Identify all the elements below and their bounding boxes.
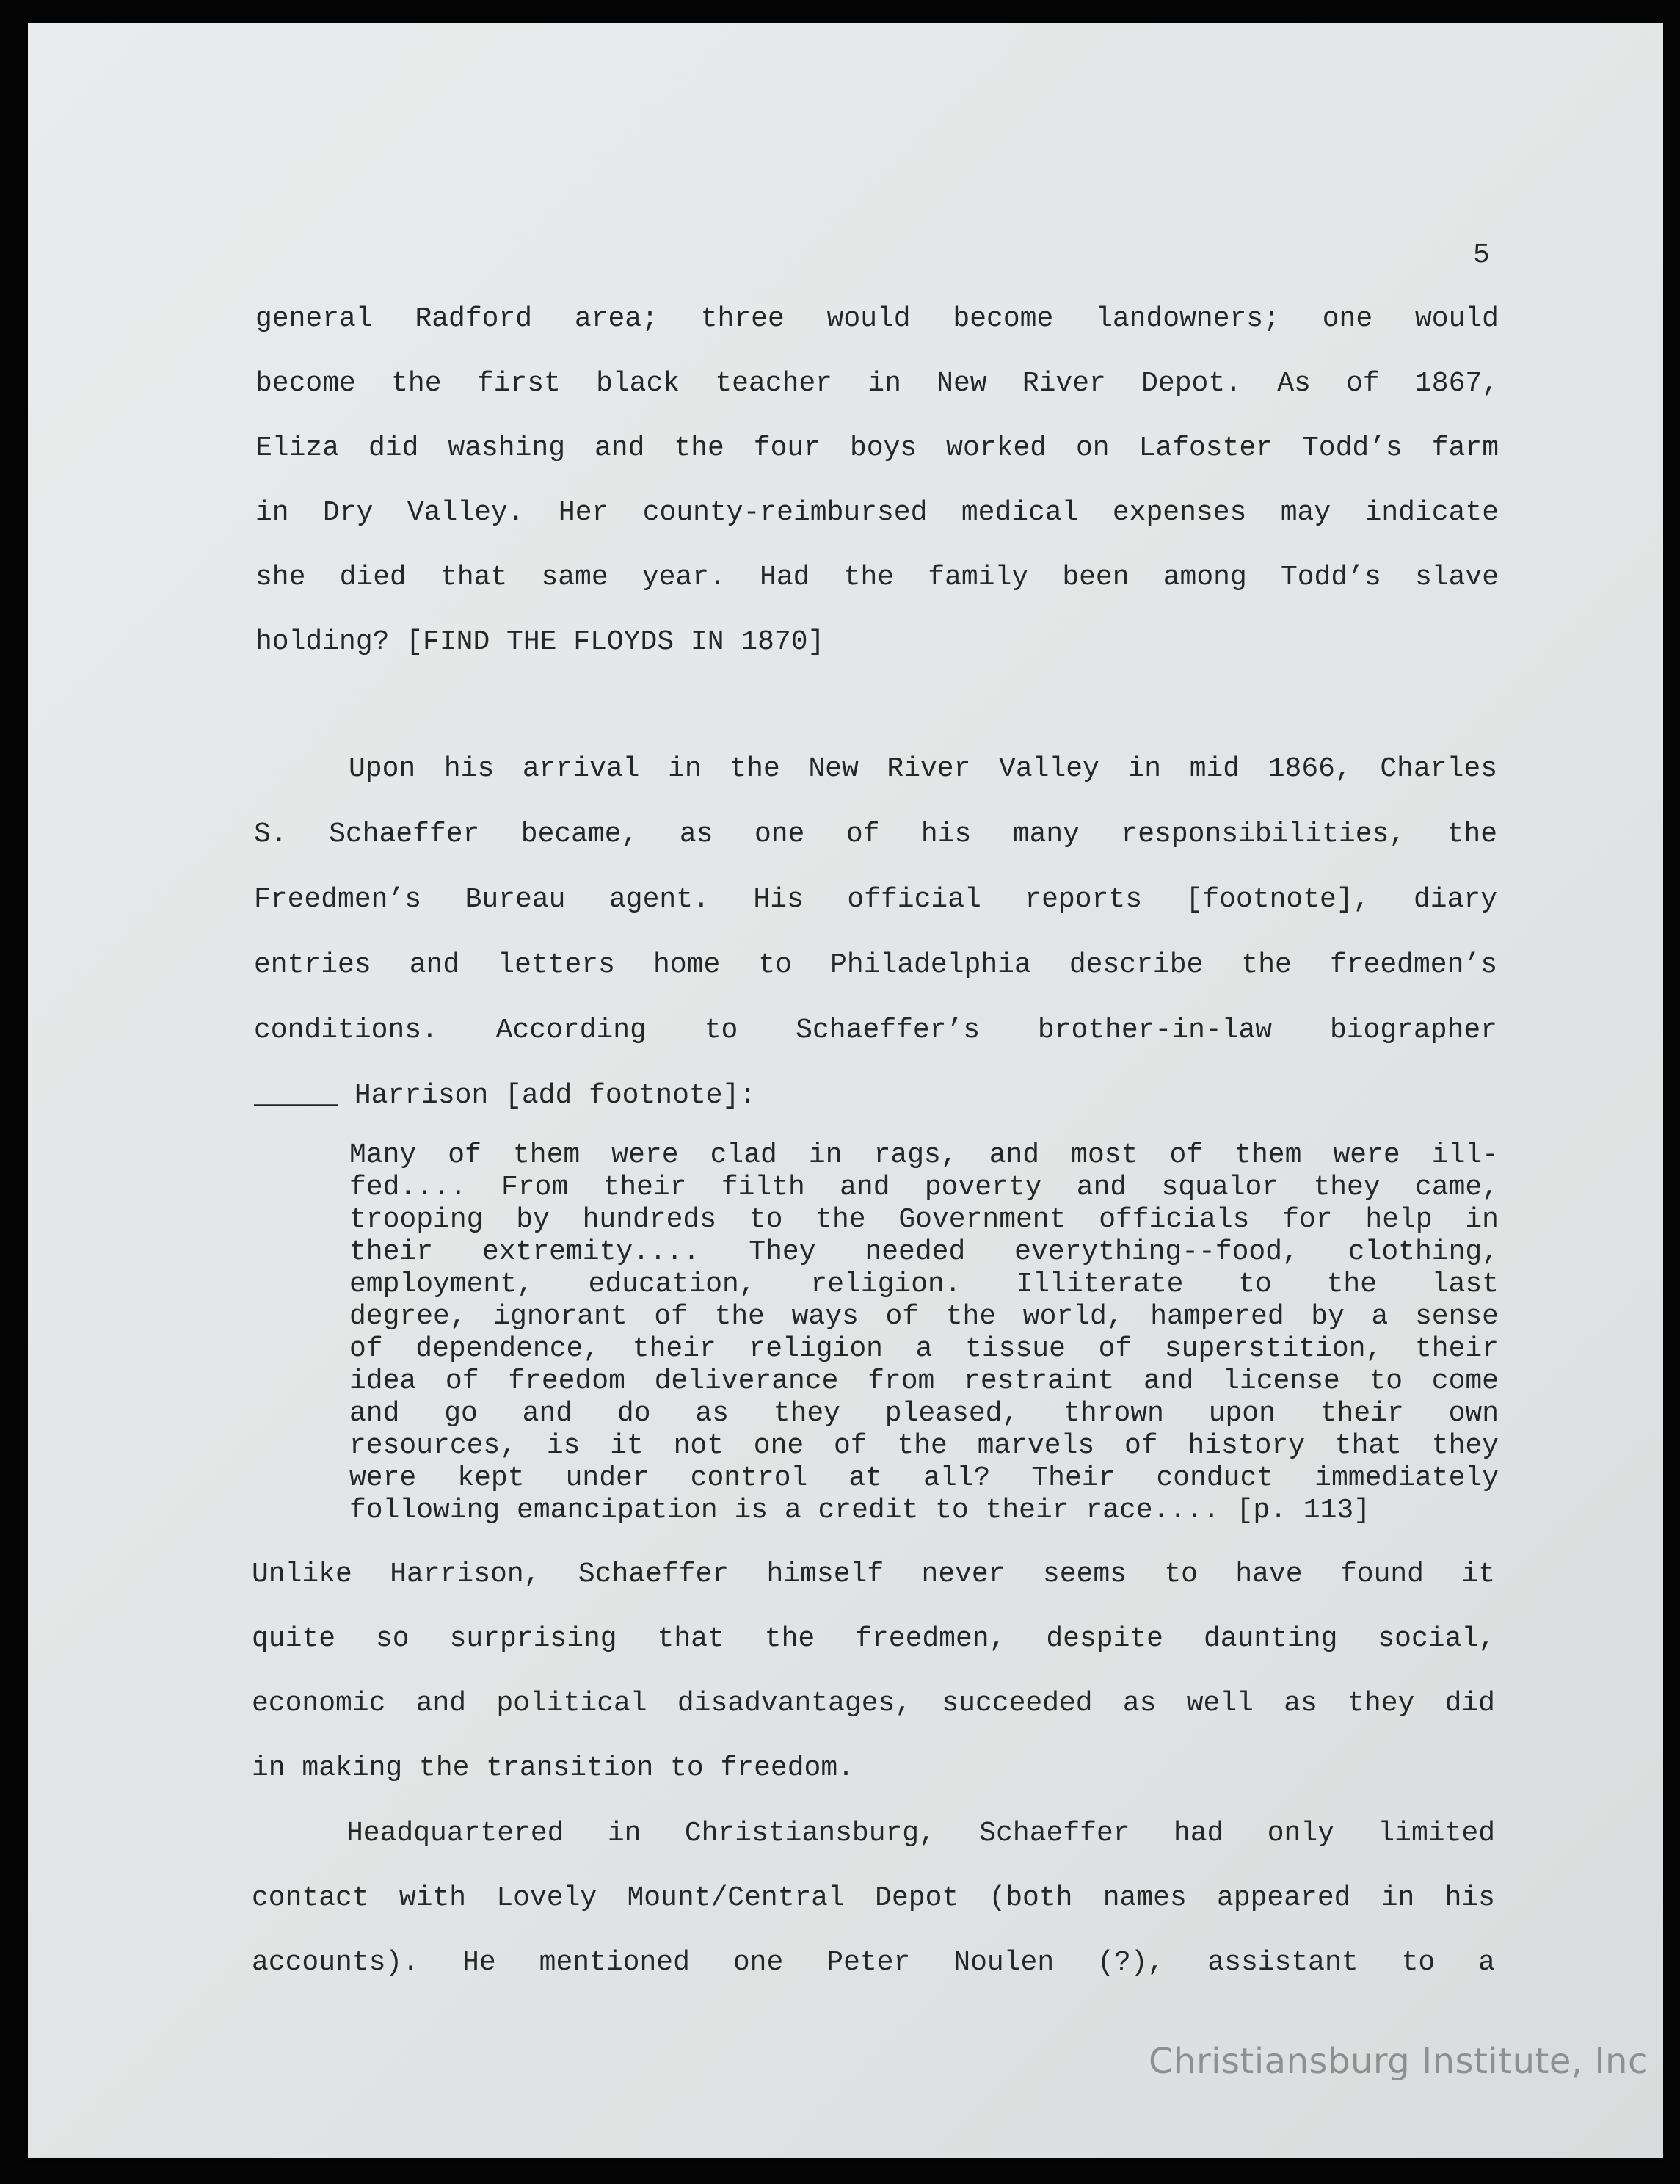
text-line: contact with Lovely Mount/Central Depot (both names appeared in his	[252, 1882, 1495, 1914]
quote-line: employment, education, religion. Illiterate to the last	[349, 1269, 1499, 1300]
quote-line: their extremity.... They needed everything--food, clothing,	[349, 1236, 1499, 1268]
paper-sheet	[28, 23, 1663, 2158]
page-number: 5	[1473, 239, 1490, 271]
text-line: _____ Harrison [add footnote]:	[254, 1080, 757, 1111]
quote-line: following emancipation is a credit to their race.... [p. 113]	[349, 1495, 1371, 1526]
text-line: holding? [FIND THE FLOYDS IN 1870]	[255, 626, 825, 658]
text-line: conditions. According to Schaeffer’s brother-in-law biographer	[254, 1015, 1497, 1046]
quote-line: Many of them were clad in rags, and most of them were ill-	[349, 1139, 1499, 1171]
text-line: accounts). He mentioned one Peter Noulen (?), assistant to a	[252, 1947, 1495, 1978]
text-line: general Radford area; three would become landowners; one would	[255, 303, 1499, 335]
quote-line: and go and do as they pleased, thrown upon their own	[349, 1398, 1499, 1429]
quote-line: degree, ignorant of the ways of the world, hampered by a sense	[349, 1301, 1499, 1332]
watermark: Christiansburg Institute, Inc	[1149, 2041, 1648, 2082]
text-line: in Dry Valley. Her county-reimbursed medical expenses may indicate	[255, 497, 1499, 529]
quote-line: of dependence, their religion a tissue of superstition, their	[349, 1333, 1499, 1365]
text-line: entries and letters home to Philadelphia describe the freedmen’s	[254, 949, 1497, 981]
text-line: S. Schaeffer became, as one of his many responsibilities, the	[254, 819, 1497, 850]
text-line: economic and political disadvantages, succeeded as well as they did	[252, 1688, 1495, 1719]
text-line: Eliza did washing and the four boys worked on Lafoster Todd’s farm	[255, 432, 1499, 464]
text-line: quite so surprising that the freedmen, despite daunting social,	[252, 1623, 1495, 1655]
text-line: Upon his arrival in the New River Valley in mid 1866, Charles	[349, 753, 1497, 785]
quote-line: trooping by hundreds to the Government officials for help in	[349, 1204, 1499, 1236]
text-line: Unlike Harrison, Schaeffer himself never seems to have found it	[252, 1559, 1495, 1590]
quote-line: were kept under control at all? Their conduct immediately	[349, 1462, 1499, 1494]
quote-line: idea of freedom deliverance from restraint and license to come	[349, 1365, 1499, 1397]
text-line: become the first black teacher in New River Depot. As of 1867,	[255, 368, 1499, 399]
text-line: in making the transition to freedom.	[252, 1752, 854, 1784]
text-line: Freedmen’s Bureau agent. His official reports [footnote], diary	[254, 884, 1497, 915]
text-line: she died that same year. Had the family been among Todd’s slave	[255, 562, 1499, 593]
text-line: Headquartered in Christiansburg, Schaeffer had only limited	[346, 1818, 1495, 1849]
quote-line: resources, is it not one of the marvels of history that they	[349, 1430, 1499, 1462]
quote-line: fed.... From their filth and poverty and squalor they came,	[349, 1172, 1499, 1203]
